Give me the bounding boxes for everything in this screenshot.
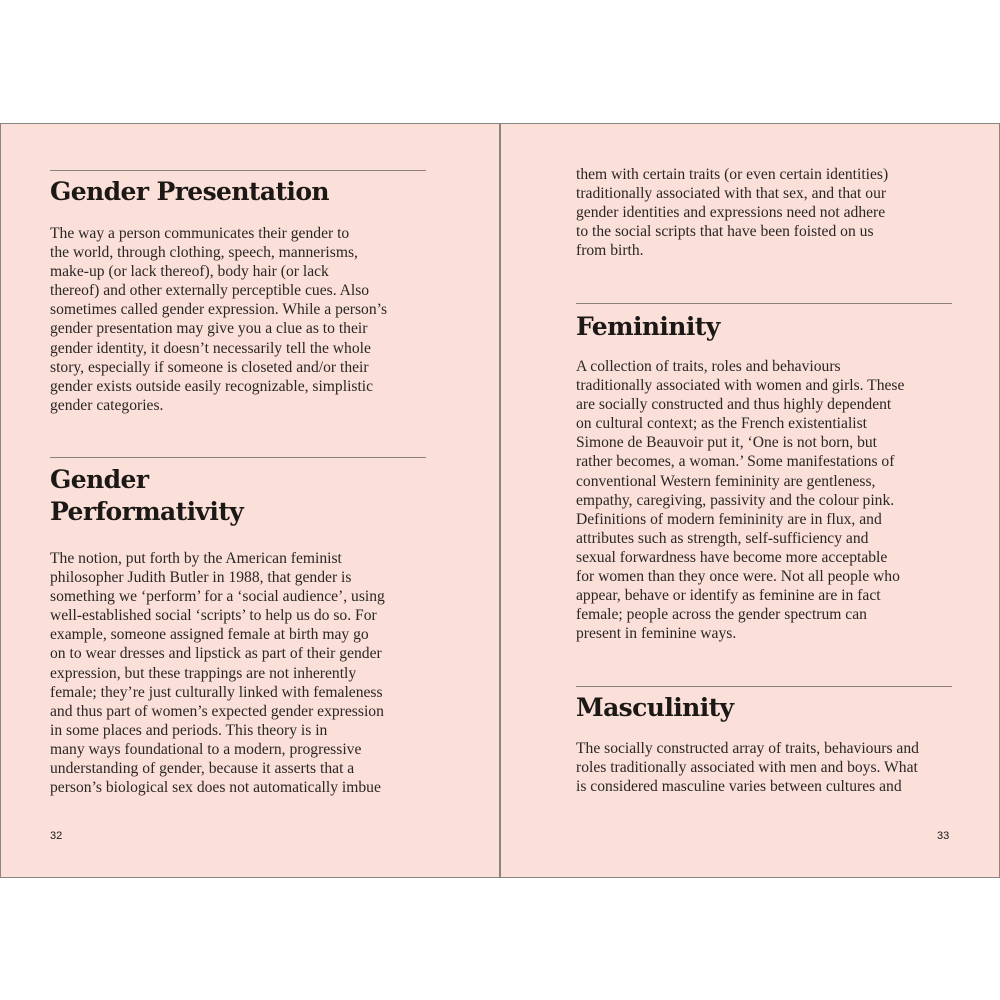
text-line: and thus part of women’s expected gender expression bbox=[50, 702, 384, 720]
text-line: The way a person communicates their gender to bbox=[50, 225, 350, 242]
text-line: is considered masculine varies between cultures and bbox=[576, 778, 902, 796]
text-line: gender exists outside easily recognizable, simplistic bbox=[50, 377, 374, 395]
text-line: the world, through clothing, speech, mannerisms, bbox=[50, 244, 358, 262]
body-masculinity bbox=[576, 739, 919, 796]
text-line: Simone de Beauvoir put it, ‘One is not born, but bbox=[576, 434, 878, 452]
text-line: sometimes called gender expression. While a person’s bbox=[50, 301, 388, 319]
section-rule bbox=[576, 303, 952, 304]
body-gender-performativity bbox=[50, 549, 385, 797]
section-rule bbox=[576, 686, 952, 687]
heading-line: Gender bbox=[50, 465, 149, 494]
text-line: traditionally associated with that sex, and that our bbox=[576, 185, 887, 203]
text-line: to the social scripts that have been foisted on us bbox=[576, 223, 874, 241]
text-line: appear, behave or identify as feminine are in fact bbox=[576, 587, 881, 605]
text-line: sexual forwardness have become more acceptable bbox=[576, 548, 888, 566]
text-line: gender identity, it doesn’t necessarily tell the whole bbox=[50, 339, 371, 357]
text-line: attributes such as strength, self-sufficiency and bbox=[576, 529, 869, 547]
body-gender-presentation bbox=[50, 224, 387, 415]
text-line: roles traditionally associated with men and boys. What bbox=[576, 759, 918, 777]
text-line: story, especially if someone is closeted and/or their bbox=[50, 358, 369, 376]
text-line: empathy, caregiving, passivity and the colour pink. bbox=[576, 491, 895, 509]
text-line: thereof) and other externally perceptible cues. Also bbox=[50, 282, 370, 300]
text-line: many ways foundational to a modern, progressive bbox=[50, 740, 362, 758]
body-continuation bbox=[576, 165, 888, 260]
text-line: them with certain traits (or even certain identities) bbox=[576, 166, 889, 183]
book-spread bbox=[0, 123, 1000, 878]
text-line: understanding of gender, because it asserts that a bbox=[50, 760, 355, 778]
text-line: are socially constructed and thus highly dependent bbox=[576, 396, 892, 414]
text-line: conventional Western femininity are gentleness, bbox=[576, 472, 876, 490]
text-line: gender categories. bbox=[50, 396, 164, 414]
left-page bbox=[1, 124, 499, 877]
text-line: A collection of traits, roles and behaviours bbox=[576, 358, 841, 375]
text-line: gender identities and expressions need not adhere bbox=[576, 204, 886, 222]
text-line: rather becomes, a woman.’ Some manifestations of bbox=[576, 453, 895, 471]
text-line: female; they’re just culturally linked with femaleness bbox=[50, 683, 383, 701]
page-number: 33 bbox=[937, 830, 950, 842]
text-line: philosopher Judith Butler in 1988, that gender is bbox=[50, 569, 352, 587]
text-line: Definitions of modern femininity are in flux, and bbox=[576, 510, 882, 528]
section-rule bbox=[50, 170, 426, 171]
text-line: on to wear dresses and lipstick as part of their gender bbox=[50, 645, 382, 663]
heading-masculinity: Masculinity bbox=[576, 693, 734, 722]
heading-line: Performativity bbox=[50, 497, 244, 526]
text-line: gender presentation may give you a clue as to their bbox=[50, 320, 368, 338]
text-line: make-up (or lack thereof), body hair (or lack bbox=[50, 263, 329, 281]
heading-gender-presentation: Gender Presentation bbox=[50, 177, 329, 206]
text-line: in some places and periods. This theory is in bbox=[50, 721, 328, 739]
text-line: well-established social ‘scripts’ to help us do so. For bbox=[50, 607, 377, 625]
text-line: person’s biological sex does not automatically imbue bbox=[50, 779, 381, 797]
text-line: expression, but these trappings are not inherently bbox=[50, 664, 357, 682]
text-line: present in feminine ways. bbox=[576, 625, 737, 643]
text-line: The socially constructed array of traits, behaviours and bbox=[576, 740, 919, 757]
text-line: example, someone assigned female at birth may go bbox=[50, 626, 369, 644]
page-number: 32 bbox=[50, 830, 63, 842]
right-page bbox=[501, 124, 999, 877]
text-line: The notion, put forth by the American feminist bbox=[50, 550, 342, 567]
text-line: something we ‘perform’ for a ‘social audience’, using bbox=[50, 588, 385, 606]
text-line: female; people across the gender spectrum can bbox=[576, 606, 867, 624]
body-femininity bbox=[576, 357, 904, 643]
text-line: traditionally associated with women and girls. These bbox=[576, 377, 905, 395]
heading-femininity: Femininity bbox=[576, 312, 720, 341]
section-rule bbox=[50, 457, 426, 458]
text-line: on cultural context; as the French existentialist bbox=[576, 415, 868, 433]
heading-gender-performativity bbox=[50, 464, 243, 528]
text-line: from birth. bbox=[576, 242, 644, 260]
text-line: for women than they once were. Not all people who bbox=[576, 568, 900, 586]
